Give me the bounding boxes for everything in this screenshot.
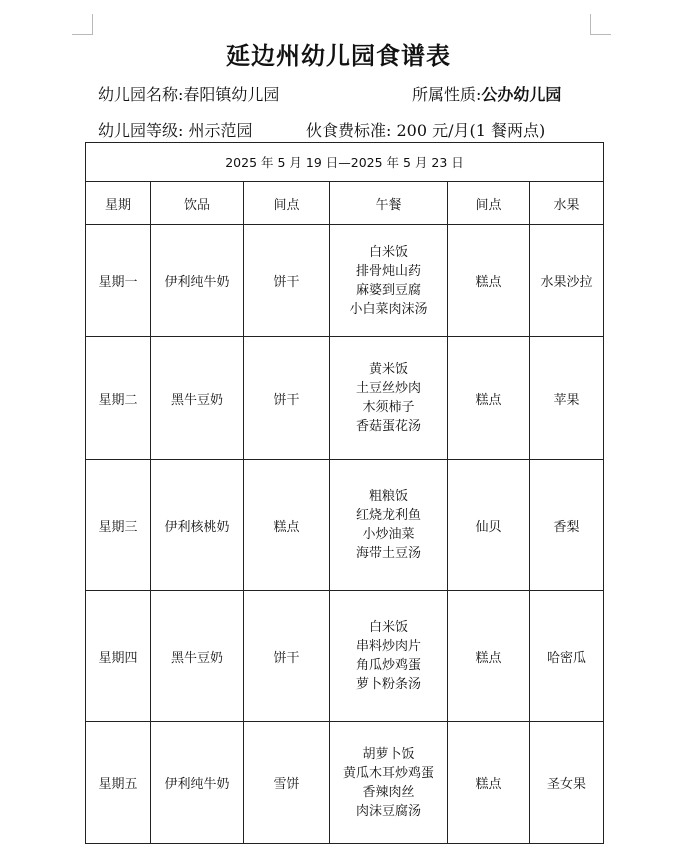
- kindergarten-name-value: 春阳镇幼儿园: [183, 85, 280, 104]
- table-row: [86, 460, 604, 591]
- cell-fruit: 哈密瓜: [530, 591, 604, 722]
- cell-lunch: [330, 460, 448, 591]
- table-row: [86, 591, 604, 722]
- lunch-item: 白米饭: [368, 620, 408, 635]
- lunch-item: 黄瓜木耳炒鸡蛋: [342, 765, 434, 781]
- cell-snack-1: 饼干: [244, 591, 330, 722]
- meal-fee-label: 伙食费标准:: [306, 121, 392, 140]
- header-weekday: 星期: [86, 182, 151, 225]
- lunch-item: 胡萝卜饭: [362, 746, 415, 762]
- lunch-item: 萝卜粉条汤: [355, 677, 421, 692]
- lunch-item: 黄米饭: [368, 362, 408, 377]
- lunch-item: 土豆丝炒肉: [355, 381, 421, 396]
- cell-drink: 伊利核桃奶: [151, 460, 244, 591]
- header-fruit: 水果: [530, 182, 604, 225]
- cell-fruit: 圣女果: [530, 722, 604, 844]
- cell-snack-2: 糕点: [448, 591, 530, 722]
- page-title: 延边州幼儿园食谱表: [226, 42, 451, 70]
- cell-snack-2: 糕点: [448, 337, 530, 460]
- kindergarten-nature-label: 所属性质:: [412, 85, 482, 104]
- cell-weekday: 星期三: [86, 460, 151, 591]
- cell-lunch: [330, 225, 448, 337]
- cell-lunch: [330, 337, 448, 460]
- cell-drink: 伊利纯牛奶: [151, 722, 244, 844]
- cell-snack-1: 饼干: [244, 225, 330, 337]
- lunch-item: 小炒油菜: [362, 527, 415, 542]
- cell-weekday: 星期一: [86, 225, 151, 337]
- lunch-item: 红烧龙利鱼: [355, 508, 421, 523]
- table-header-row: [86, 182, 604, 225]
- cell-snack-2: 糕点: [448, 225, 530, 337]
- lunch-item: 串料炒肉片: [355, 639, 421, 654]
- cell-weekday: 星期四: [86, 591, 151, 722]
- cell-snack-2: 糕点: [448, 722, 530, 844]
- page-corner-mark-right: [590, 14, 611, 35]
- kindergarten-nature-value: 公办幼儿园: [481, 85, 562, 104]
- cell-weekday: 星期五: [86, 722, 151, 844]
- date-range-row: [86, 143, 604, 182]
- header-snack-1: 间点: [244, 182, 330, 225]
- table-row: [86, 225, 604, 337]
- lunch-item: 肉沫豆腐汤: [355, 803, 421, 819]
- cell-weekday: 星期二: [86, 337, 151, 460]
- cell-snack-2: 仙贝: [448, 460, 530, 591]
- date-range: 2025 年 5 月 19 日—2025 年 5 月 23 日: [86, 143, 604, 182]
- kindergarten-grade: [98, 118, 253, 141]
- lunch-item: 香菇蛋花汤: [355, 419, 421, 434]
- cell-snack-1: 糕点: [244, 460, 330, 591]
- lunch-item: 海带土豆汤: [355, 546, 421, 561]
- meal-fee-value: 200 元/月(1 餐两点): [391, 121, 546, 140]
- cell-snack-1: 雪饼: [244, 722, 330, 844]
- header-lunch: 午餐: [330, 182, 448, 225]
- kindergarten-name: [98, 82, 279, 105]
- page-corner-mark-left: [72, 14, 93, 35]
- kindergarten-grade-label: 幼儿园等级:: [98, 121, 184, 140]
- cell-drink: 黑牛豆奶: [151, 337, 244, 460]
- header-drink: 饮品: [151, 182, 244, 225]
- kindergarten-grade-value: 州示范园: [183, 121, 253, 140]
- lunch-item: 麻婆到豆腐: [355, 282, 421, 298]
- header-snack-2: 间点: [448, 182, 530, 225]
- lunch-item: 白米饭: [368, 244, 408, 260]
- cell-fruit: 香梨: [530, 460, 604, 591]
- kindergarten-name-label: 幼儿园名称:: [98, 85, 184, 104]
- meal-fee: [306, 118, 545, 141]
- lunch-item: 香辣肉丝: [362, 784, 415, 800]
- lunch-item: 木须柿子: [362, 400, 415, 415]
- table-row: [86, 337, 604, 460]
- table-row: [86, 722, 604, 844]
- lunch-item: 小白菜肉沫汤: [349, 301, 428, 317]
- cell-lunch: [330, 722, 448, 844]
- cell-lunch: [330, 591, 448, 722]
- lunch-item: 角瓜炒鸡蛋: [355, 658, 421, 673]
- kindergarten-nature: [412, 82, 561, 105]
- cell-drink: 黑牛豆奶: [151, 591, 244, 722]
- cell-fruit: 水果沙拉: [530, 225, 604, 337]
- cell-drink: 伊利纯牛奶: [151, 225, 244, 337]
- lunch-item: 粗粮饭: [368, 489, 408, 504]
- lunch-item: 排骨炖山药: [355, 263, 421, 279]
- cell-snack-1: 饼干: [244, 337, 330, 460]
- menu-table: [85, 142, 604, 844]
- cell-fruit: 苹果: [530, 337, 604, 460]
